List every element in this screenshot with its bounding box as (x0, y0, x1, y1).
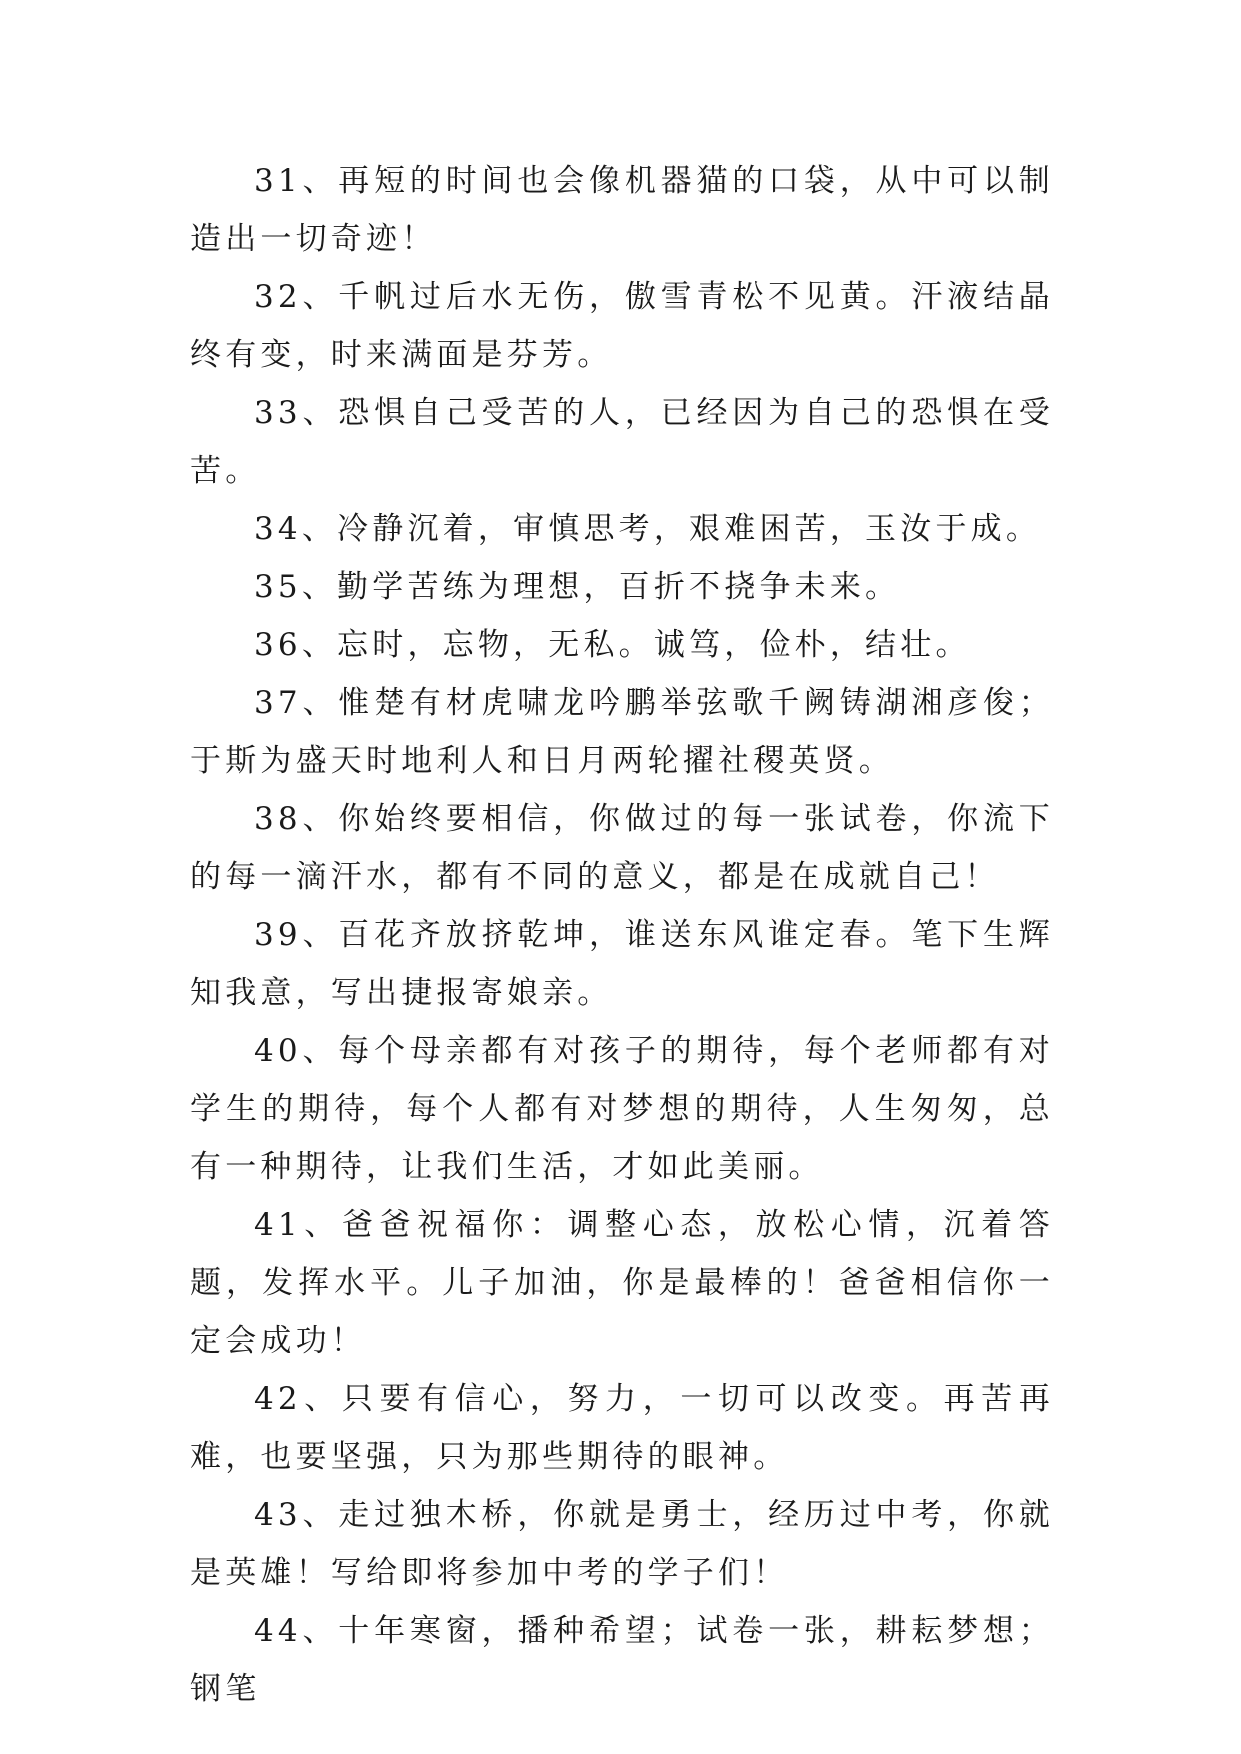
paragraph-38: 38、你始终要相信，你做过的每一张试卷，你流下的每一滴汗水，都有不同的意义，都是在成就自己！ (190, 801, 1054, 895)
paragraph-37: 37、惟楚有材虎啸龙吟鹏举弦歌千阙铸湖湘彦俊；于斯为盛天时地利人和日月两轮擢社稷英贤。 (190, 685, 1054, 779)
paragraph-32: 32、千帆过后水无伤，傲雪青松不见黄。汗液结晶终有变，时来满面是芬芳。 (190, 279, 1054, 373)
paragraph-43: 43、走过独木桥，你就是勇士，经历过中考，你就是英雄！写给即将参加中考的学子们！ (190, 1497, 1054, 1591)
paragraph-35: 35、勤学苦练为理想，百折不挠争未来。 (254, 569, 901, 605)
paragraph-36: 36、忘时，忘物，无私。诚笃，俭朴，结壮。 (254, 627, 971, 663)
paragraph-34: 34、冷静沉着，审慎思考，艰难困苦，玉汝于成。 (254, 511, 1042, 547)
paragraph-33: 33、恐惧自己受苦的人，已经因为自己的恐惧在受苦。 (190, 395, 1054, 489)
paragraph-40: 40、每个母亲都有对孩子的期待，每个老师都有对学生的期待，每个人都有对梦想的期待，人生匆匆，总有一种期待，让我们生活，才如此美丽。 (190, 1033, 1054, 1185)
paragraph-31: 31、再短的时间也会像机器猫的口袋，从中可以制造出一切奇迹！ (190, 163, 1054, 257)
document-body (190, 152, 1054, 1718)
paragraph-44: 44、十年寒窗，播种希望；试卷一张，耕耘梦想；钢笔 (190, 1613, 1054, 1707)
paragraph-41: 41、爸爸祝福你：调整心态，放松心情，沉着答题，发挥水平。儿子加油，你是最棒的！爸爸相信你一定会成功！ (190, 1207, 1054, 1359)
paragraph-42: 42、只要有信心，努力，一切可以改变。再苦再难，也要坚强，只为那些期待的眼神。 (190, 1381, 1054, 1475)
paragraph-39: 39、百花齐放挤乾坤，谁送东风谁定春。笔下生辉知我意，写出捷报寄娘亲。 (190, 917, 1054, 1011)
